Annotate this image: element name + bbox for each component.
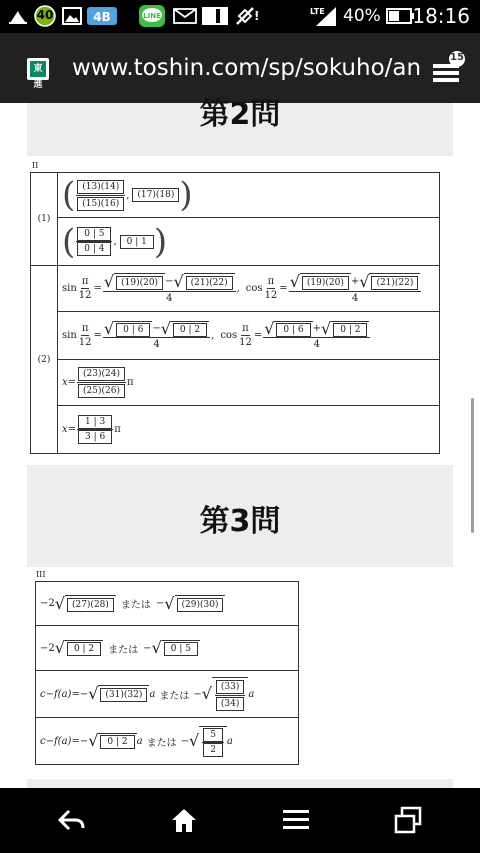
blank-box: (34) bbox=[216, 697, 244, 711]
blank-box: (15)(16) bbox=[77, 197, 124, 211]
menu-button[interactable] bbox=[272, 800, 320, 840]
s3-blank-row-2: c−f(a)=− √ (31)(32) a または − √ $\frac{(33)}{(34)}$ a bbox=[36, 671, 299, 718]
section-3-answer-table bbox=[35, 581, 299, 765]
q1-number: (1) bbox=[31, 173, 58, 266]
answer-box: 1 | 3 bbox=[78, 415, 112, 429]
answer-box: 0 | 1 bbox=[120, 235, 154, 249]
clipboard-icon bbox=[201, 6, 229, 26]
answer-box: 0 | 4 bbox=[77, 242, 111, 256]
notification-count-icon bbox=[31, 6, 59, 26]
blank-box: (29)(30) bbox=[177, 598, 224, 612]
fraction bbox=[76, 227, 112, 256]
blank-box: (27)(28) bbox=[67, 598, 114, 612]
tab-count: 15 bbox=[450, 52, 464, 63]
answer-box: 0 | 2 bbox=[333, 323, 367, 337]
site-favicon-icon bbox=[27, 58, 49, 90]
status-bar bbox=[0, 0, 480, 33]
blank-box: (21)(22) bbox=[186, 276, 233, 290]
url-text[interactable]: www.toshin.com/sp/sokuho/an bbox=[72, 55, 422, 81]
blank-box: (17)(18) bbox=[132, 188, 179, 202]
home-button[interactable] bbox=[160, 800, 208, 840]
answer-box: 2 bbox=[203, 743, 223, 757]
q2-x-blank-row: x = $\frac{(23)(24)}{(25)(26)}$ π bbox=[58, 360, 440, 406]
section-3-header bbox=[27, 465, 453, 567]
blank-box: (23)(24) bbox=[78, 367, 125, 381]
tv-icon bbox=[86, 6, 118, 26]
blank-box: (33) bbox=[216, 680, 244, 694]
q2-x-answer-row: x = $\frac{1 | 3}{3 | 6}$ π bbox=[58, 406, 440, 454]
q2-sin-cos-blank-row: sin $\frac{\pi}{12}$ = √ (19)(20) − √ (21)(22) 4 , cos $\frac{\pi}{12}$ = √ (19)(20) + √ (21)(22) 4 bbox=[58, 266, 440, 312]
q2-number: (2) bbox=[31, 266, 58, 454]
section-2-label: II bbox=[32, 161, 39, 170]
menu-icon bbox=[282, 808, 310, 832]
battery-percent: 40% bbox=[343, 6, 381, 26]
section-3-title: 第3問 bbox=[199, 504, 281, 539]
svg-text:LINE: LINE bbox=[143, 12, 161, 20]
s3-answer-row-1: −2 √ 0 | 2 または − √ 0 | 5 bbox=[36, 626, 299, 671]
section-2-title: 第2問 bbox=[199, 97, 281, 132]
line-app-icon bbox=[138, 6, 166, 26]
clock: 18:16 bbox=[412, 4, 470, 28]
signal-wave-icon bbox=[8, 6, 28, 26]
notification-count: 40 bbox=[36, 8, 54, 22]
blank-box: (25)(26) bbox=[78, 384, 125, 398]
navigation-bar bbox=[0, 788, 480, 853]
svg-text:4B: 4B bbox=[93, 10, 111, 24]
svg-text:!: ! bbox=[254, 9, 260, 23]
no-signal-icon bbox=[235, 6, 260, 26]
tabs-button[interactable] bbox=[430, 50, 468, 84]
home-icon bbox=[170, 807, 198, 833]
svg-text:LTE: LTE bbox=[310, 7, 325, 16]
answer-box: 0 | 5 bbox=[164, 642, 198, 656]
blank-box: (19)(20) bbox=[116, 276, 163, 290]
section-2-answer-table bbox=[30, 172, 440, 454]
answer-box: 0 | 6 bbox=[116, 323, 150, 337]
windows-button[interactable] bbox=[384, 800, 432, 840]
back-icon bbox=[57, 808, 87, 832]
fraction bbox=[76, 179, 125, 212]
s3-blank-row-1: −2 √ (27)(28) または − √ (29)(30) bbox=[36, 582, 299, 626]
blank-box: (21)(22) bbox=[371, 276, 418, 290]
battery-icon bbox=[386, 6, 414, 26]
web-content[interactable] bbox=[0, 97, 480, 788]
back-button[interactable] bbox=[48, 800, 96, 840]
scrollbar[interactable] bbox=[471, 398, 474, 533]
answer-box: 0 | 5 bbox=[77, 227, 111, 241]
answer-box: 0 | 2 bbox=[100, 735, 134, 749]
answer-box: 0 | 6 bbox=[276, 323, 310, 337]
image-icon bbox=[62, 6, 82, 26]
answer-box: 0 | 2 bbox=[173, 323, 207, 337]
s3-answer-row-2: c−f(a)=− √ 0 | 2 a または − √ $\frac{5}{2}$ a bbox=[36, 718, 299, 765]
q1-answer-row: ( $\frac{0 | 5}{0 | 4}$ , 0 | 1 ) bbox=[58, 218, 440, 266]
answer-box: 5 bbox=[203, 728, 223, 742]
answer-box: 0 | 2 bbox=[67, 642, 101, 656]
answer-box: 3 | 6 bbox=[78, 430, 112, 444]
q1-blank-row: ( $\frac{(13)(14)}{(15)(16)}$ , (17)(18) ) bbox=[58, 173, 440, 218]
favicon-text: 東進 bbox=[30, 61, 46, 77]
lte-signal-icon bbox=[310, 6, 338, 26]
mail-icon bbox=[173, 6, 197, 26]
section-2-header bbox=[27, 97, 453, 156]
blank-box: (19)(20) bbox=[302, 276, 349, 290]
windows-icon bbox=[394, 806, 422, 834]
q2-sin-cos-answer-row: sin $\frac{\pi}{12}$ = √ 0 | 6 − √ 0 | 2 4 , cos $\frac{\pi}{12}$ = √ 0 | 6 + √ 0 | 2 4 bbox=[58, 312, 440, 360]
blank-box: (13)(14) bbox=[77, 180, 124, 194]
blank-box: (31)(32) bbox=[100, 688, 147, 702]
section-3-label: III bbox=[36, 570, 46, 579]
